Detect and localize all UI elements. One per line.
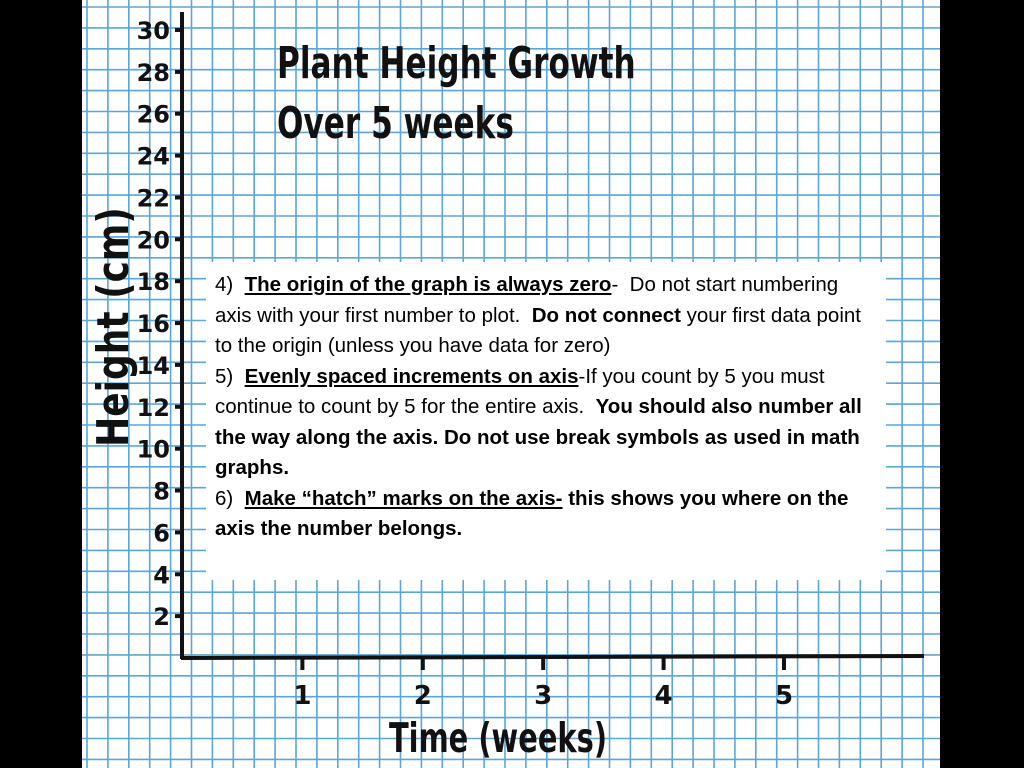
y-tick-label: 30 (136, 17, 170, 45)
y-tick-label: 24 (136, 142, 170, 171)
x-tick-group (293, 657, 793, 711)
rule-4-text-1: Do not start numbering axis with your first number to plot. (215, 273, 839, 327)
rule-4-dash: - (611, 273, 619, 296)
y-tick-label: 14 (136, 351, 170, 380)
y-tick-label: 26 (136, 100, 170, 129)
y-tick-label: 8 (153, 477, 170, 506)
x-axis-label: Time (weeks) (388, 715, 608, 763)
rule-6-heading: Make “hatch” marks on the axis- (244, 486, 563, 510)
x-tick-label: 3 (534, 681, 553, 711)
rule-4-heading: The origin of the graph is always zero (244, 273, 612, 296)
rules-text (215, 270, 880, 545)
y-tick-label: 20 (136, 226, 170, 255)
rule-6 (215, 484, 880, 545)
x-tick-label: 1 (293, 681, 312, 711)
rule-5-bold: You should also number all the way along the axis. Do not use break symbols as used in math graphs. (215, 395, 862, 479)
y-tick-label: 6 (153, 519, 170, 548)
rule-5-text-1: -If you count by 5 you must continue to count by 5 for the entire axis. (215, 364, 825, 418)
x-tick-label: 5 (774, 681, 794, 711)
y-tick-label: 18 (136, 268, 170, 297)
y-axis-label: Height (cm) (88, 207, 139, 447)
chart-title (277, 38, 647, 148)
y-tick-label: 10 (136, 435, 170, 464)
rule-4-number: 4) (215, 273, 234, 296)
y-tick-label: 4 (153, 561, 170, 590)
rule-4 (215, 270, 880, 362)
x-tick-label: 2 (413, 681, 432, 711)
rule-4-bold: Do not connect (531, 303, 681, 327)
rule-6-bold: this shows you where on the axis the number belongs. (215, 486, 849, 540)
y-tick-label: 22 (136, 184, 170, 213)
y-tick-label: 2 (153, 603, 170, 632)
rule-5-heading: Evenly spaced increments on axis (244, 364, 579, 388)
chart-title-line-2: Over 5 weeks (277, 97, 514, 149)
x-tick-label: 4 (654, 681, 673, 711)
y-tick-group (137, 17, 183, 631)
y-tick-label: 28 (136, 58, 170, 87)
rule-4-text-2: your first data point to the origin (unless you have data for zero) (215, 303, 861, 357)
y-tick-label: 16 (136, 310, 170, 339)
rule-5 (215, 362, 880, 484)
y-tick-label: 12 (136, 393, 170, 422)
chart-title-line-1: Plant Height Growth (277, 37, 636, 89)
rule-6-number: 6) (215, 486, 234, 510)
rule-5-number: 5) (215, 364, 234, 388)
x-axis-line (181, 656, 924, 658)
